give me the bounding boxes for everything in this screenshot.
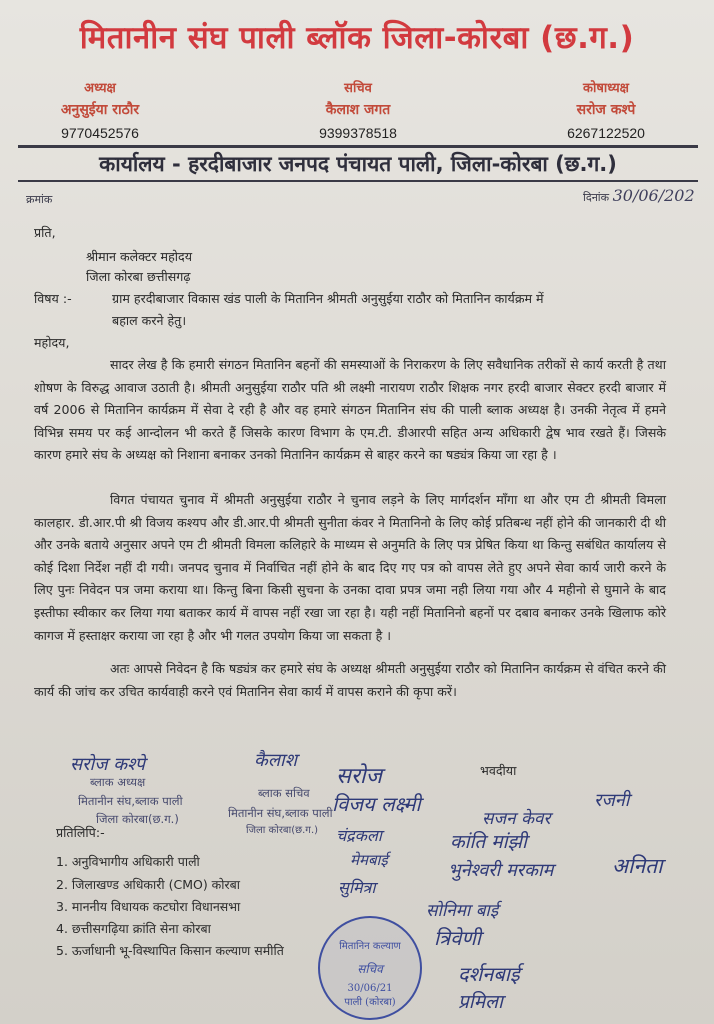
letterhead-title: मितानीन संघ पाली ब्लॉक जिला-कोरबा (छ.ग.) <box>79 20 635 56</box>
reference-number-label: क्रमांक <box>26 193 53 206</box>
signature-anita: अनिता <box>612 854 663 878</box>
office-address: कार्यालय - हरदीबाजार जनपद पंचायत पाली, जिला-कोरबा (छ.ग.) <box>99 152 617 176</box>
officer-phone: 6267122520 <box>567 125 645 141</box>
signature-bhuneshwari: भुनेश्वरी मरकाम <box>448 860 554 881</box>
signature-darshan: दर्शनबाई <box>458 962 520 986</box>
signature-secretary: कैलाश <box>254 750 297 771</box>
copy-to-item: 3. माननीय विधायक कटघोरा विधानसभा <box>56 899 241 914</box>
signature-sonima: सोनिमा बाई <box>426 901 499 921</box>
officer-role: कोषाध्यक्ष <box>583 81 629 96</box>
subject-line-2: बहाल करने हेतु। <box>112 313 187 328</box>
recipient-line: श्रीमान कलेक्टर महोदय <box>86 249 193 264</box>
subject-label: विषय :- <box>34 291 72 306</box>
stamp-left-line-1: मितानीन संघ,ब्लाक पाली <box>78 794 183 808</box>
officer-phone: 9399378518 <box>319 125 397 141</box>
officer-secretary <box>258 78 458 141</box>
paragraph-text: विगत पंचायत चुनाव में श्रीमती अनुसुईया राठौर ने चुनाव लड़ने के लिए मार्गदर्शन माँगा था और एम टी श्रीमती विमला कालहार. डी.आर.पी श्री विजय कश्यप और डी.आर.पी श्रीमती सुनीता कंवर ने मितानिनो के लिए कोई प्रतिबन्ध नहीं होने की जानकारी दी थी और उनके बताये अनुसार अपने एम टी श्रीमती विमला कलिहारे के माध्यम से अनुमति के लिए पत्र प्रेषित किया था किन्तु सबंधित कार्यालय से कोई दिशा निर्देश नहीं दी गयी। जनपद चुनाव में निर्वाचित नहीं होने के बाद दिए गए पत्र को वापस लेते हुए अपने सेवा कार्य जारी करने के लिए पुनः निवेदन पत्र जमा कराया था। किन्तु बिना किसी सुचना के उनका दावा प्रपत्र जमा नही लिया गया और 4 महीनो से घुमाने के बाद इस्तीफा स्वीकार कर लिया गया बताकर कार्य में वापस नहीं रखा जा रहा है। यही नहीं मितानिनो बहनों पर दबाव बनाकर उनके खिलाफ कोरे कागज में हस्ताक्षर कराया जा रहा है और भी गलत उपयोग किया जा सकता है । <box>34 492 666 643</box>
copy-to-item: 5. ऊर्जाधानी भू-विस्थापित किसान कल्याण समीति <box>56 943 284 958</box>
header-rule-top <box>18 145 698 148</box>
officer-name: सरोज कश्पे <box>576 102 636 118</box>
signature-president: सरोज कश्पे <box>70 754 145 775</box>
seal-bottom-text: पाली (कोरबा) <box>344 997 396 1008</box>
seal-top-text: मितानिन कल्याण <box>339 941 401 952</box>
signature-rajni: रजनी <box>594 790 630 811</box>
stamp-president-label: ब्लाक अध्यक्ष <box>90 775 146 789</box>
paragraph-text: अतः आपसे निवेदन है कि षड्यंत्र कर हमारे संघ के अध्यक्ष श्रीमती अनुसुईया राठौर को मितानिन कार्यक्रम से वंचित करने की कार्य की जांच कर उचित कार्यवाही करने एवं मितानिन सेवा कार्य में वापस कराने की कृपा करें। <box>34 661 666 699</box>
officer-phone: 9770452576 <box>61 125 139 141</box>
officer-treasurer <box>506 78 706 141</box>
signature-pramila: प्रमिला <box>458 991 503 1013</box>
signature-chandrakala: चंद्रकला <box>336 826 382 845</box>
salutation: महोदय, <box>34 335 70 350</box>
header-rule-bottom <box>18 180 698 182</box>
signature-vijay: विजय लक्ष्मी <box>332 792 421 816</box>
paragraph-text: सादर लेख है कि हमारी संगठन मितानिन बहनों की समस्याओं के निराकरण के लिए सवैधानिक तरीकों से कार्य करती है तथा शोषण के विरुद्ध आवाज उठाती है। श्रीमती अनुसुईया राठौर पति श्री लक्ष्मी नारायण राठौर शिक्षक नगर हरदी बाजार सेक्टर हरदी बाजार में वर्ष 2006 से मितानिन कार्यक्रम में सेवा दे रही है और वह हमारे संगठन मितानिन संघ की पाली ब्लाक अध्यक्ष है। उनकी नेतृत्व में हमने विभिन्न समय पर कई आन्दोलन भी करते हैं जिसके कारण विभाग के एम.टी. डीआरपी सहित अन्य अधिकारी द्वेष भाव रखते हैं। जिसके कारण हमारे संघ के अध्यक्ष को निशाना बनाकर उनको मितानिन कार्यक्रम से बाहर करने का षड्यंत्र किया जा रहा है । <box>34 357 666 463</box>
officer-name: अनुसुईया राठौर <box>60 102 140 118</box>
copy-to-label: प्रतिलिपि:- <box>56 825 105 840</box>
officer-name: कैलाश जगत <box>325 102 391 118</box>
signature-membai: मेमबाई <box>350 851 388 869</box>
body-paragraph-3 <box>34 658 666 703</box>
date-label: दिनांक <box>583 191 610 204</box>
closing-bhavdiya: भवदीया <box>480 763 517 778</box>
stamp-mid-line-1: ब्लाक सचिव <box>258 786 310 800</box>
copy-to-item: 1. अनुविभागीय अधिकारी पाली <box>56 854 200 869</box>
body-paragraph-2 <box>34 489 666 647</box>
officer-president <box>0 78 200 141</box>
officer-role: सचिव <box>344 81 372 96</box>
round-seal <box>318 916 422 1020</box>
copy-to-item: 2. जिलाखण्ड अधिकारी (CMO) कोरबा <box>56 877 240 892</box>
recipient-address: जिला कोरबा छत्तीसगढ़ <box>86 269 191 284</box>
signature-triveni: त्रिवेणी <box>434 926 481 950</box>
date-field <box>583 186 695 205</box>
body-paragraph-1 <box>34 354 666 467</box>
seal-date: 30/06/21 <box>347 983 393 994</box>
subject-line: ग्राम हरदीबाजार विकास खंड पाली के मितानिन श्रीमती अनुसुईया राठौर को मितानिन कार्यक्रम में <box>112 291 544 306</box>
stamp-mid-line-3: जिला कोरबा(छ.ग.) <box>246 825 319 836</box>
stamp-left-line-2: जिला कोरबा(छ.ग.) <box>96 812 179 826</box>
stamp-mid-line-2: मितानीन संघ,ब्लाक पाली <box>228 806 333 820</box>
signature-saroj: सरोज <box>336 764 382 789</box>
signature-sajan: सजन केवर <box>482 809 551 829</box>
date-value: 30/06/202 <box>612 186 695 205</box>
officer-role: अध्यक्ष <box>84 81 116 96</box>
prati-line: प्रति, <box>34 225 56 240</box>
signature-sumitra: सुमित्रा <box>338 878 376 897</box>
signature-kanti: कांति मांझी <box>450 831 527 853</box>
seal-middle-text: सचिव <box>357 962 383 976</box>
copy-to-item: 4. छत्तीसगढ़िया क्रांति सेना कोरबा <box>56 921 211 936</box>
